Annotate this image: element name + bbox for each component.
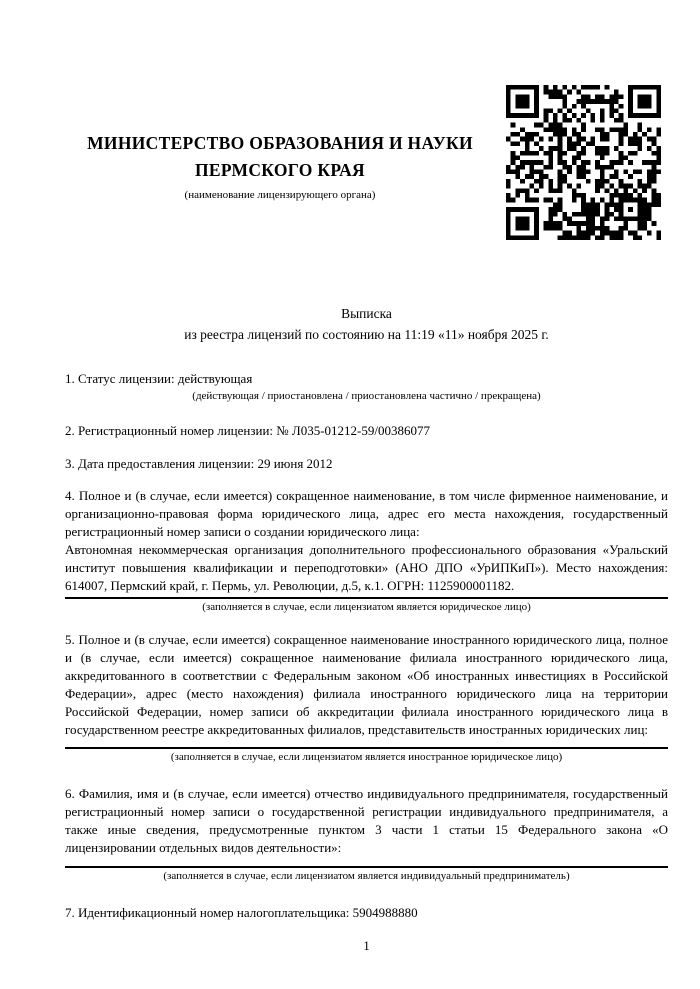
- item-5-label: 5. Полное и (в случае, если имеется) сокращенное наименование иностранного юридического лица, полное и (в случае, если имеется) сокращенное наименование филиала иностранного юридического лица, аккредитованного в соответствии с Федеральным законом «Об иностранных инвестициях в Российской Федерации», адрес (место нахождения) филиала иностранного юридического лица на территории Российской Федерации, номер записи об аккредитации филиала иностранного юридического лица в государственном реестре аккредитованных филиалов, представительств иностранных юридических лиц:: [65, 632, 668, 737]
- item-5-caption: (заполняется в случае, если лицензиатом является иностранное юридическое лицо): [170, 751, 563, 763]
- ministry-name-line1: МИНИСТЕРСТВО ОБРАЗОВАНИЯ И НАУКИ: [87, 133, 473, 153]
- extract-title: Выписка: [341, 306, 392, 321]
- item-3-license-date: 3. Дата предоставления лицензии: 29 июня 2012: [65, 456, 333, 471]
- ministry-name-line2: ПЕРМСКОГО КРАЯ: [195, 160, 365, 180]
- item-4-label: 4. Полное и (в случае, если имеется) сокращенное наименование, в том числе фирменное наименование, и организационно-правовая форма юридического лица, адрес его места нахождения, государственный регистрационный номер записи о создании юридического лица:: [65, 488, 668, 539]
- blank-field-line: [65, 597, 668, 599]
- document-body: [65, 370, 668, 955]
- item-1-status: [65, 370, 668, 403]
- item-4-caption: (заполняется в случае, если лицензиатом является юридическое лицо): [202, 601, 531, 613]
- blank-field-line: [65, 866, 668, 868]
- qr-code-image: [506, 85, 661, 240]
- item-6-caption: (заполняется в случае, если лицензиатом является индивидуальный предприниматель): [163, 870, 570, 882]
- page-number: 1: [363, 938, 370, 953]
- item-4-value: Автономная некоммерческая организация дополнительного профессионального образования «Уральский институт повышения квалификации и переподготовки» (АНО ДПО «УрИПКиП»). Место нахождения: 614007, Пермский край, г. Пермь, ул. Революции, д.5, к.1. ОГРН: 1125900001182.: [65, 542, 668, 593]
- extract-subtitle: из реестра лицензий по состоянию на 11:19 «11» ноября 2025 г.: [184, 327, 549, 342]
- item-6-individual-entrepreneur: [65, 785, 668, 883]
- item-4-legal-entity: [65, 487, 668, 614]
- item-1-caption: (действующая / приостановлена / приостановлена частично / прекращена): [192, 390, 541, 402]
- item-1-text: 1. Статус лицензии: действующая: [65, 371, 253, 386]
- item-6-label: 6. Фамилия, имя и (в случае, если имеется) отчество индивидуального предпринимателя, государственный регистрационный номер записи о государственной регистрации индивидуального предпринимателя, а также иные сведения, предусмотренные пунктом 3 части 1 статьи 15 Федерального закона «О лицензировании отдельных видов деятельности»:: [65, 786, 668, 855]
- item-7-taxpayer-number: 7. Идентификационный номер налогоплательщика: 5904988880: [65, 905, 418, 920]
- item-5-foreign-entity: [65, 631, 668, 764]
- item-2-registration-number: 2. Регистрационный номер лицензии: № Л035-01212-59/00386077: [65, 423, 431, 438]
- licensing-authority-header: [65, 130, 495, 201]
- qr-code: [506, 85, 661, 240]
- document-title: [65, 303, 668, 345]
- blank-field-line: [65, 747, 668, 749]
- licensing-authority-caption: (наименование лицензирующего органа): [184, 189, 376, 201]
